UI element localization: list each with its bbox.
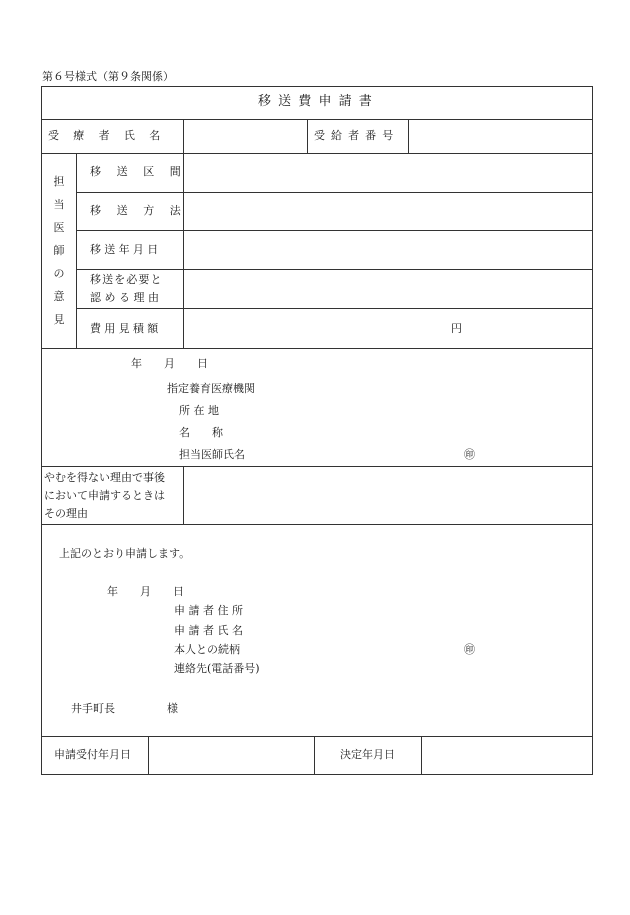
transport-section-label: 移 送 区 間 — [90, 165, 187, 178]
yen-unit: 円 — [451, 322, 462, 335]
honorific: 様 — [167, 702, 178, 715]
transport-section-field[interactable] — [185, 155, 590, 190]
side-char: 当 — [53, 198, 65, 211]
recipient-number-label: 受給者番号 — [314, 129, 400, 142]
received-date-field[interactable] — [150, 738, 312, 772]
late-reason-label-1: やむを得ない理由で事後 — [44, 471, 165, 484]
cost-estimate-field[interactable] — [185, 310, 445, 346]
designated-institution-label: 指定養育医療機関 — [167, 382, 255, 395]
side-char: 医 — [53, 221, 65, 234]
application-date: 年 月 日 — [107, 585, 184, 598]
addressee: 井手町長 — [71, 702, 115, 715]
transport-method-field[interactable] — [185, 194, 590, 228]
necessity-reason-field[interactable] — [185, 271, 590, 306]
applicant-name-label: 申 請 者 氏 名 — [174, 624, 243, 637]
contact-label: 連絡先(電話番号) — [174, 662, 260, 675]
transport-date-field[interactable] — [185, 232, 590, 267]
recipient-number-field[interactable] — [410, 121, 590, 151]
late-reason-label-2: において申請するときは — [44, 489, 165, 502]
institution-name-label: 名 称 — [179, 426, 223, 439]
late-reason-label-3: その理由 — [44, 507, 88, 520]
transport-date-label: 移送年月日 — [90, 243, 162, 256]
application-statement: 上記のとおり申請します。 — [59, 547, 191, 560]
decided-date-label: 決定年月日 — [340, 748, 395, 761]
patient-name-field[interactable] — [185, 121, 305, 151]
transport-method-label: 移 送 方 法 — [90, 204, 187, 217]
institution-address-label: 所 在 地 — [179, 404, 219, 417]
relation-label: 本人との続柄 — [174, 643, 240, 656]
institution-date: 年 月 日 — [131, 357, 208, 370]
cost-estimate-label: 費用見積額 — [90, 322, 162, 335]
late-reason-field[interactable] — [185, 468, 590, 522]
necessity-reason-label-1: 移送を必要と — [90, 273, 163, 286]
doctor-seal-mark: ㊞ — [464, 448, 475, 461]
applicant-address-label: 申 請 者 住 所 — [174, 604, 243, 617]
side-char: 意 — [53, 290, 65, 303]
necessity-reason-label-2: 認 め る 理 由 — [90, 291, 159, 304]
side-char: の — [53, 267, 65, 280]
form-number-note: 第６号様式（第９条関係） — [42, 70, 174, 83]
side-char: 見 — [53, 313, 65, 326]
doctor-name-label: 担当医師氏名 — [179, 448, 245, 461]
patient-name-label: 受 療 者 氏 名 — [48, 129, 162, 142]
form-title: 移送費申請書 — [258, 94, 379, 109]
applicant-seal-mark: ㊞ — [464, 643, 475, 656]
side-char: 担 — [53, 175, 65, 188]
received-date-label: 申請受付年月日 — [54, 748, 131, 761]
decided-date-field[interactable] — [423, 738, 590, 772]
side-char: 師 — [53, 244, 65, 257]
